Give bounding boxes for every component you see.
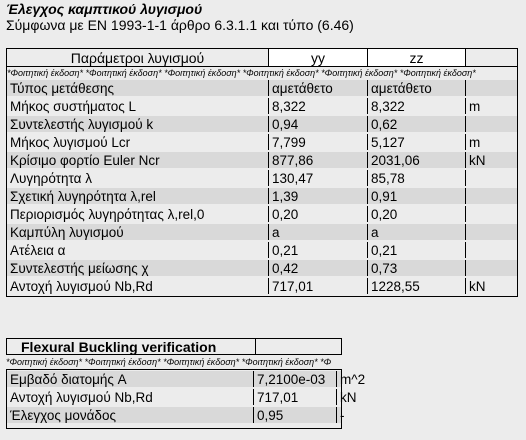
param-label-cell[interactable]: Ατέλεια α: [7, 242, 269, 258]
table-row: [7, 152, 517, 168]
zz-value-cell[interactable]: 0,73: [368, 260, 466, 276]
table-row: [7, 407, 345, 423]
header-unit-cell: [466, 49, 517, 66]
yy-value-cell[interactable]: 877,86: [269, 152, 368, 168]
header-zz-label: zz: [409, 49, 424, 66]
verification-label-cell[interactable]: Έλεγχος μονάδος: [7, 407, 254, 423]
yy-value-cell[interactable]: 717,01: [269, 278, 368, 294]
page-title: Έλεγχος καμπτικού λυγισμού: [6, 1, 203, 17]
param-label-cell[interactable]: Καμπύλη λυγισμού: [7, 224, 269, 240]
unit-cell[interactable]: kN: [469, 152, 486, 168]
verification-unit-cell[interactable]: kN: [340, 389, 357, 405]
verification-unit-cell[interactable]: -: [340, 407, 345, 423]
param-label-cell[interactable]: Μήκος λυγισμού Lcr: [7, 134, 269, 150]
table-row: [7, 188, 517, 204]
buckling-parameters-table: [6, 48, 518, 297]
param-label-cell[interactable]: Τύπος μετάθεσης: [7, 80, 269, 96]
yy-value-cell[interactable]: 8,322: [269, 98, 368, 114]
zz-value-cell[interactable]: 85,78: [368, 170, 466, 186]
header-param-label: Παράμετροι λυγισμού: [70, 49, 205, 66]
zz-value-cell[interactable]: 8,322: [368, 98, 466, 114]
zz-value-cell[interactable]: 0,21: [368, 242, 466, 258]
param-label-cell[interactable]: Σχετική λυγηρότητα λ,rel: [7, 188, 269, 204]
table-row: [7, 134, 517, 150]
unit-cell[interactable]: [466, 188, 517, 204]
verification-value-cell[interactable]: 7,2100e-03: [254, 371, 337, 387]
verification-header-blank: [256, 338, 342, 355]
student-edition-watermark-2: *Φοιτητική έκδοση* *Φοιτητική έκδοση* *Φοιτητική έκδοση* *Φοιτητική έκδοση* *Φ: [6, 357, 332, 367]
flexural-buckling-verification-table: [6, 338, 518, 436]
zz-value-cell[interactable]: a: [368, 224, 466, 240]
param-label-cell[interactable]: Συντελεστής μείωσης χ: [7, 260, 269, 276]
zz-value-cell[interactable]: 5,127: [368, 134, 466, 150]
yy-value-cell[interactable]: 0,42: [269, 260, 368, 276]
zz-value-cell[interactable]: 2031,06: [368, 152, 466, 168]
header-zz-cell[interactable]: [368, 49, 466, 66]
yy-value-cell[interactable]: a: [269, 224, 368, 240]
unit-cell[interactable]: m: [469, 98, 481, 114]
verification-value-cell[interactable]: 717,01: [254, 389, 337, 405]
unit-cell[interactable]: [466, 170, 517, 186]
page-subtitle: Σύμφωνα με EN 1993-1-1 άρθρο 6.3.1.1 και τύπο (6.46): [6, 17, 354, 33]
yy-value-cell[interactable]: 130,47: [269, 170, 368, 186]
param-label-cell[interactable]: Συντελεστής λυγισμού k: [7, 116, 269, 132]
zz-value-cell[interactable]: αμετάθετο: [368, 80, 466, 96]
param-label-cell[interactable]: Μήκος συστήματος L: [7, 98, 269, 114]
table-header-row: [7, 49, 517, 67]
zz-value-cell[interactable]: 1228,55: [368, 278, 466, 294]
unit-cell[interactable]: kN: [469, 278, 486, 294]
verification-value-cell[interactable]: 0,95: [254, 407, 337, 423]
verification-rows: [6, 369, 366, 429]
table-row: [7, 116, 517, 132]
header-yy-label: yy: [311, 49, 325, 66]
zz-value-cell[interactable]: 0,91: [368, 188, 466, 204]
param-label-cell[interactable]: Αντοχή λυγισμού Nb,Rd: [7, 278, 269, 294]
table-row: [7, 371, 366, 387]
unit-cell[interactable]: [466, 260, 517, 276]
unit-cell[interactable]: [466, 80, 517, 96]
table-row: [7, 170, 517, 186]
table-row: [7, 260, 517, 276]
unit-cell[interactable]: [466, 242, 517, 258]
param-label-cell[interactable]: Περιορισμός λυγηρότητας λ,rel,0: [7, 206, 269, 222]
unit-cell[interactable]: [466, 206, 517, 222]
yy-value-cell[interactable]: 1,39: [269, 188, 368, 204]
yy-value-cell[interactable]: 0,21: [269, 242, 368, 258]
zz-value-cell[interactable]: 0,62: [368, 116, 466, 132]
yy-value-cell[interactable]: 7,799: [269, 134, 368, 150]
table-row: [7, 206, 517, 222]
verification-header: Flexural Buckling verification: [6, 338, 256, 355]
verification-unit-cell[interactable]: m^2: [340, 371, 366, 387]
yy-value-cell[interactable]: 0,20: [269, 206, 368, 222]
table-row: [7, 224, 517, 240]
unit-cell[interactable]: m: [469, 134, 481, 150]
student-edition-watermark: *Φοιτητική έκδοση* *Φοιτητική έκδοση* *Φοιτητική έκδοση* *Φοιτητική έκδοση* *Φοιτητική έκδοση* *Φοιτητική έκδοση*: [7, 68, 476, 78]
header-param-cell[interactable]: [7, 49, 269, 66]
unit-cell[interactable]: [466, 224, 517, 240]
unit-cell[interactable]: [466, 116, 517, 132]
verification-label-cell[interactable]: Εμβαδό διατομής A: [7, 371, 254, 387]
table-row: [7, 242, 517, 258]
zz-value-cell[interactable]: 0,20: [368, 206, 466, 222]
table-row: [7, 389, 357, 405]
param-label-cell[interactable]: Λυγηρότητα λ: [7, 170, 269, 186]
verification-label-cell[interactable]: Αντοχή λυγισμού Nb,Rd: [7, 389, 254, 405]
yy-value-cell[interactable]: 0,94: [269, 116, 368, 132]
table-row: [7, 278, 517, 294]
header-yy-cell[interactable]: [269, 49, 368, 66]
table-row: [7, 80, 517, 96]
param-label-cell[interactable]: Κρίσιμο φορτίο Euler Ncr: [7, 152, 269, 168]
yy-value-cell[interactable]: αμετάθετο: [269, 80, 368, 96]
table-row: [7, 98, 517, 114]
